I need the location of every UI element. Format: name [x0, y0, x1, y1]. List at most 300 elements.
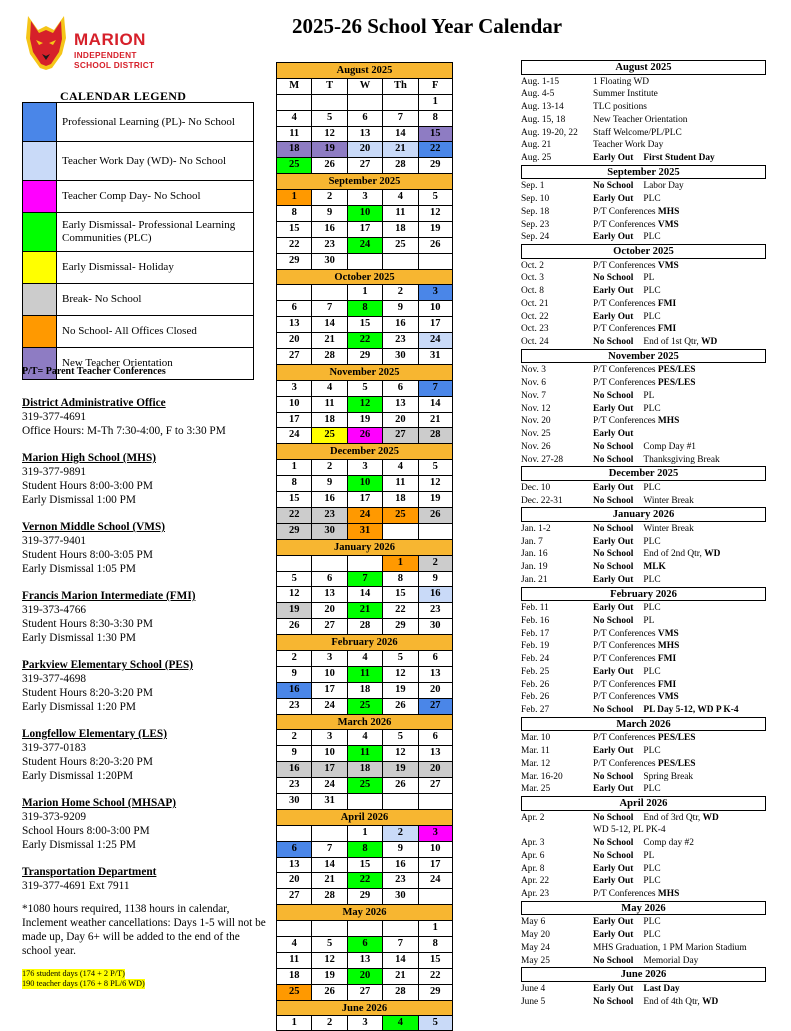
event-row: [521, 495, 766, 508]
event-text: Early Out PLC: [593, 917, 661, 928]
event-row: [521, 311, 766, 324]
day-cell: 28: [347, 618, 382, 634]
legend-row: [23, 316, 254, 348]
event-desc: New Teacher Orientation: [593, 114, 688, 125]
day-cell: 4: [276, 936, 311, 952]
day-cell: [347, 94, 382, 110]
week-row: [276, 666, 453, 682]
week-row: [276, 857, 453, 873]
event-text: Early Out PLC: [593, 784, 661, 795]
event-text: No School Spring Break: [593, 771, 694, 782]
event-date: Oct. 21: [521, 298, 549, 309]
contact-line: 319-373-4766: [22, 604, 87, 616]
day-cell: 18: [347, 761, 382, 777]
event-text: [593, 679, 766, 692]
event-desc: Thanksgiving Break: [643, 454, 720, 465]
event-row: [521, 127, 766, 140]
event-text: Early Out PLC: [593, 746, 661, 756]
event-text: [593, 298, 766, 311]
day-cell: 16: [382, 316, 417, 332]
event-row: [521, 850, 766, 863]
event-date: Mar. 12: [521, 758, 551, 769]
day-cell: 26: [347, 427, 382, 443]
event-text: Early Out Last Day: [593, 983, 680, 994]
day-cell: 5: [418, 189, 453, 205]
event-row: [521, 298, 766, 311]
event-text: Early Out PLC: [593, 286, 661, 296]
event-desc: End of 2nd Qtr, WD: [643, 549, 721, 560]
event-text: No School Thanksgiving Break: [593, 454, 720, 465]
legend-label: Early Dismissal- Holiday: [57, 252, 254, 284]
district-logo: [22, 14, 172, 74]
event-desc: PLC: [643, 482, 661, 493]
event-text: Early Out PLC: [593, 574, 661, 585]
event-row: [521, 691, 766, 704]
day-cell: 7: [311, 841, 346, 857]
week-row: [276, 141, 453, 157]
day-cell: 24: [347, 237, 382, 253]
week-row: [276, 841, 453, 857]
week-row: [276, 348, 453, 364]
event-text: No School PL: [593, 615, 655, 626]
event-row: [521, 996, 766, 1009]
contact-name: District Administrative Office: [22, 397, 166, 409]
event-date: May 6: [521, 917, 546, 928]
day-cell: [347, 793, 382, 809]
event-row: [521, 180, 766, 193]
event-desc: Spring Break: [643, 771, 694, 782]
contact-list: [22, 396, 272, 893]
event-row: [521, 640, 766, 653]
event-date: Mar. 10: [521, 733, 551, 744]
day-cell: [382, 94, 417, 110]
event-month-header: March 2026: [521, 717, 766, 732]
day-cell: 25: [382, 237, 417, 253]
event-desc: P/T Conferences MHS: [593, 206, 680, 217]
week-row: [276, 237, 453, 253]
day-cell: 9: [276, 666, 311, 682]
event-date: Apr. 8: [521, 863, 545, 874]
day-cell: 3: [347, 459, 382, 475]
day-cell: 5: [311, 936, 346, 952]
day-cell: 1: [418, 94, 453, 110]
event-row: [521, 771, 766, 784]
week-row: [276, 618, 453, 634]
day-cell: [276, 825, 311, 841]
day-cell: 25: [347, 777, 382, 793]
day-cell: 15: [276, 221, 311, 237]
week-row: [276, 459, 453, 475]
week-row: [276, 380, 453, 396]
event-date: Sep. 10: [521, 194, 550, 204]
contact-block: [22, 396, 272, 438]
event-text: [593, 114, 766, 127]
day-cell: 6: [347, 936, 382, 952]
day-cell: 10: [311, 666, 346, 682]
event-row: [521, 403, 766, 416]
event-date: Feb. 25: [521, 666, 550, 677]
event-text: [593, 206, 766, 219]
event-text: [593, 88, 766, 101]
month-header: February 2026: [276, 634, 453, 650]
event-desc: PLC: [643, 311, 661, 322]
event-row: [521, 323, 766, 336]
wolf-logo-icon: [22, 14, 70, 72]
month-header: January 2026: [276, 539, 453, 555]
event-date: Feb. 26: [521, 692, 550, 703]
day-cell: [311, 555, 346, 571]
event-date: Oct. 2: [521, 260, 544, 271]
event-date: Mar. 25: [521, 784, 551, 795]
day-cell: 30: [382, 888, 417, 904]
week-row: [276, 157, 453, 173]
day-cell: 13: [382, 396, 417, 412]
day-cell: [311, 825, 346, 841]
event-row: [521, 260, 766, 273]
event-text: Early Out PLC: [593, 482, 661, 493]
event-desc: PLC: [643, 232, 661, 243]
contact-block: [22, 589, 272, 645]
day-cell: 16: [276, 682, 311, 698]
event-desc: P/T Conferences MHS: [593, 889, 680, 899]
week-row: [276, 586, 453, 602]
event-date: May 20: [521, 930, 550, 940]
event-text: Early Out PLC: [593, 194, 661, 204]
event-row: [521, 653, 766, 666]
event-desc: PLC: [643, 784, 661, 795]
event-row: [521, 139, 766, 152]
event-desc: P/T Conferences FMI: [593, 298, 677, 309]
event-row: [521, 666, 766, 679]
day-cell: 2: [311, 189, 346, 205]
contact-block: [22, 658, 272, 714]
day-cell: 17: [311, 682, 346, 698]
event-text: [593, 888, 766, 901]
event-text: No School Winter Break: [593, 495, 694, 506]
week-row: [276, 761, 453, 777]
day-cell: 3: [276, 380, 311, 396]
month-calendar-grid: [276, 62, 453, 1031]
day-cell: 28: [311, 888, 346, 904]
event-row: [521, 704, 766, 717]
day-cell: 5: [418, 1015, 453, 1031]
day-cell: 20: [276, 332, 311, 348]
day-cell: 16: [311, 221, 346, 237]
event-text: [593, 640, 766, 653]
day-cell: 25: [382, 507, 417, 523]
week-row: [276, 110, 453, 126]
day-cell: 24: [311, 777, 346, 793]
event-desc: P/T Conferences PES/LES: [593, 378, 696, 388]
legend-row: [23, 142, 254, 181]
event-row: [521, 193, 766, 206]
week-row: [276, 872, 453, 888]
event-date: Sep. 18: [521, 206, 550, 217]
event-date: Apr. 23: [521, 889, 550, 899]
event-date: Feb. 19: [521, 641, 550, 652]
day-cell: 12: [418, 205, 453, 221]
event-date: Dec. 10: [521, 482, 551, 493]
day-cell: 5: [382, 729, 417, 745]
day-cell: 2: [418, 555, 453, 571]
event-desc: PLC: [643, 286, 661, 296]
day-cell: 19: [418, 221, 453, 237]
day-cell: 20: [347, 968, 382, 984]
day-cell: 14: [311, 857, 346, 873]
day-cell: 22: [347, 332, 382, 348]
event-desc: PLC: [643, 917, 661, 928]
week-row: [276, 332, 453, 348]
day-cell: 8: [418, 110, 453, 126]
day-cell: 9: [382, 300, 417, 316]
event-row: [521, 758, 766, 771]
event-desc: PLC: [643, 746, 661, 756]
week-row: [276, 221, 453, 237]
weekday-label: M: [276, 78, 311, 94]
event-desc: Winter Break: [643, 495, 694, 506]
day-cell: [382, 253, 417, 269]
event-row: [521, 942, 766, 955]
day-cell: 20: [347, 141, 382, 157]
day-cell: 7: [382, 936, 417, 952]
day-cell: 18: [382, 221, 417, 237]
day-cell: 1: [276, 189, 311, 205]
day-cell: 4: [311, 380, 346, 396]
day-cell: 13: [347, 126, 382, 142]
day-cell: 21: [382, 968, 417, 984]
day-cell: 16: [418, 586, 453, 602]
contact-line: Office Hours: M-Th 7:30-4:00, F to 3:30 PM: [22, 425, 226, 437]
month-header: November 2025: [276, 364, 453, 380]
day-cell: 13: [418, 666, 453, 682]
event-date: Apr. 2: [521, 812, 545, 823]
day-cell: 24: [311, 698, 346, 714]
day-cell: 19: [347, 412, 382, 428]
day-cell: [311, 920, 346, 936]
event-row: [521, 916, 766, 929]
event-date: Aug. 25: [521, 153, 552, 163]
event-row: [521, 863, 766, 876]
day-cell: 27: [418, 698, 453, 714]
day-cell: 15: [276, 491, 311, 507]
day-cell: 17: [347, 491, 382, 507]
day-cell: 1: [382, 555, 417, 571]
event-desc: P/T Conferences VMS: [593, 260, 679, 271]
event-desc: TLC positions: [593, 102, 647, 112]
event-date: Aug. 15, 18: [521, 114, 566, 125]
week-row: [276, 94, 453, 110]
event-date: Oct. 8: [521, 286, 544, 296]
contact-name: Transportation Department: [22, 866, 157, 878]
day-cell: [418, 523, 453, 539]
event-desc: PL: [643, 850, 655, 861]
day-cell: 15: [347, 316, 382, 332]
event-desc: Memorial Day: [643, 955, 699, 966]
day-cell: 27: [347, 984, 382, 1000]
day-cell: 14: [347, 586, 382, 602]
event-text: [593, 260, 766, 273]
event-text: [593, 691, 766, 704]
event-text: [593, 323, 766, 336]
event-text: Early Out PLC: [593, 232, 661, 243]
event-desc: Summer Institute: [593, 89, 658, 100]
event-text: No School Winter Break: [593, 523, 694, 534]
week-row: [276, 745, 453, 761]
event-row: [521, 523, 766, 536]
brand-name: MARION: [74, 30, 146, 49]
day-cell: 31: [311, 793, 346, 809]
event-row: [521, 955, 766, 968]
event-desc: End of 3rd Qtr, WD: [643, 812, 719, 823]
contact-line: Early Dismissal 1:30 PM: [22, 632, 136, 644]
event-desc: Labor Day: [643, 181, 684, 192]
day-cell: 23: [276, 777, 311, 793]
day-cell: 29: [347, 348, 382, 364]
event-row: [521, 428, 766, 441]
event-text: No School End of 3rd Qtr, WD: [593, 812, 719, 823]
event-row: [521, 983, 766, 996]
event-desc: PLC: [643, 403, 661, 414]
day-cell: 24: [418, 872, 453, 888]
event-date: Feb. 26: [521, 679, 550, 690]
day-cell: 26: [382, 777, 417, 793]
day-cell: 11: [311, 396, 346, 412]
event-text: No School Labor Day: [593, 181, 684, 192]
day-cell: 22: [347, 872, 382, 888]
week-row: [276, 491, 453, 507]
day-cell: 23: [276, 698, 311, 714]
event-date: Feb. 16: [521, 615, 550, 626]
week-row: [276, 650, 453, 666]
day-cell: 12: [311, 952, 346, 968]
day-cell: 8: [382, 571, 417, 587]
event-date: Aug. 13-14: [521, 102, 564, 112]
contact-line: Student Hours 8:00-3:00 PM: [22, 480, 153, 492]
day-cell: 6: [347, 110, 382, 126]
day-cell: 21: [347, 602, 382, 618]
day-cell: 11: [382, 475, 417, 491]
event-date: May 25: [521, 955, 550, 966]
event-row: [521, 114, 766, 127]
event-month-header: January 2026: [521, 507, 766, 522]
event-text: [593, 653, 766, 666]
event-text: No School PL Day 5-12, WD P K-4: [593, 705, 739, 715]
event-month-header: February 2026: [521, 587, 766, 602]
contact-name: Vernon Middle School (VMS): [22, 521, 165, 533]
day-cell: 19: [276, 602, 311, 618]
week-row: [276, 936, 453, 952]
day-cell: 21: [311, 872, 346, 888]
week-row: [276, 793, 453, 809]
day-cell: 7: [382, 110, 417, 126]
day-cell: 18: [276, 141, 311, 157]
event-month-header: December 2025: [521, 466, 766, 481]
event-desc: PLC: [643, 930, 661, 940]
event-row: [521, 88, 766, 101]
day-cell: [418, 888, 453, 904]
day-cell: [347, 253, 382, 269]
week-row: [276, 427, 453, 443]
event-date: Aug. 1-15: [521, 76, 560, 87]
day-cell: 6: [382, 380, 417, 396]
brand-sub1: INDEPENDENT: [74, 50, 137, 60]
day-cell: 19: [418, 491, 453, 507]
day-cell: 21: [418, 412, 453, 428]
day-cell: 16: [382, 857, 417, 873]
week-row: [276, 571, 453, 587]
event-desc: PLC: [643, 536, 661, 547]
day-cell: 20: [311, 602, 346, 618]
contact-line: 319-377-0183: [22, 742, 87, 754]
day-cell: 5: [276, 571, 311, 587]
event-desc: PL: [643, 390, 655, 401]
legend-label: Teacher Comp Day- No School: [57, 181, 254, 213]
legend-row: [23, 181, 254, 213]
event-date: June 5: [521, 996, 546, 1007]
event-row: [521, 888, 766, 901]
day-cell: 29: [347, 888, 382, 904]
event-row: [521, 837, 766, 850]
day-cell: 19: [311, 968, 346, 984]
day-cell: 11: [347, 745, 382, 761]
event-row: [521, 206, 766, 219]
day-cell: 10: [276, 396, 311, 412]
day-cell: 17: [418, 857, 453, 873]
day-cell: 2: [311, 1015, 346, 1031]
event-month-header: September 2025: [521, 165, 766, 180]
event-month-header: November 2025: [521, 349, 766, 364]
legend-row: [23, 213, 254, 252]
event-date: Apr. 6: [521, 850, 545, 861]
week-row: [276, 300, 453, 316]
day-cell: 19: [311, 141, 346, 157]
event-date: Apr. 22: [521, 876, 550, 887]
contact-line: 319-377-4691 Ext 7911: [22, 880, 130, 892]
day-cell: 28: [382, 157, 417, 173]
event-date: Nov. 6: [521, 378, 546, 388]
contact-line: Student Hours 8:00-3:05 PM: [22, 549, 153, 561]
event-row: [521, 536, 766, 549]
day-cell: 20: [418, 761, 453, 777]
event-desc: PLC: [643, 666, 661, 677]
legend-label: No School- All Offices Closed: [57, 316, 254, 348]
contact-line: Early Dismissal 1:20PM: [22, 770, 134, 782]
day-cell: 26: [382, 698, 417, 714]
contact-name: Parkview Elementary School (PES): [22, 659, 194, 671]
event-row: [521, 615, 766, 628]
day-cell: 29: [418, 984, 453, 1000]
event-text: No School PL: [593, 850, 655, 861]
weekday-header: [276, 78, 453, 94]
day-cell: [418, 253, 453, 269]
legend-row: [23, 284, 254, 316]
event-desc: First Student Day: [643, 153, 715, 163]
event-desc: P/T Conferences VMS: [593, 692, 679, 703]
day-cell: 3: [418, 284, 453, 300]
day-cell: [418, 793, 453, 809]
day-cell: 11: [276, 126, 311, 142]
event-desc: P/T Conferences FMI: [593, 324, 677, 335]
event-desc: PLC: [643, 194, 661, 204]
event-text: Early Out PLC: [593, 666, 661, 677]
day-cell: 4: [276, 110, 311, 126]
event-date: Feb. 17: [521, 628, 550, 639]
event-row: [521, 679, 766, 692]
day-cell: 14: [311, 316, 346, 332]
event-date: Nov. 3: [521, 365, 546, 376]
week-row: [276, 952, 453, 968]
day-cell: 14: [382, 952, 417, 968]
